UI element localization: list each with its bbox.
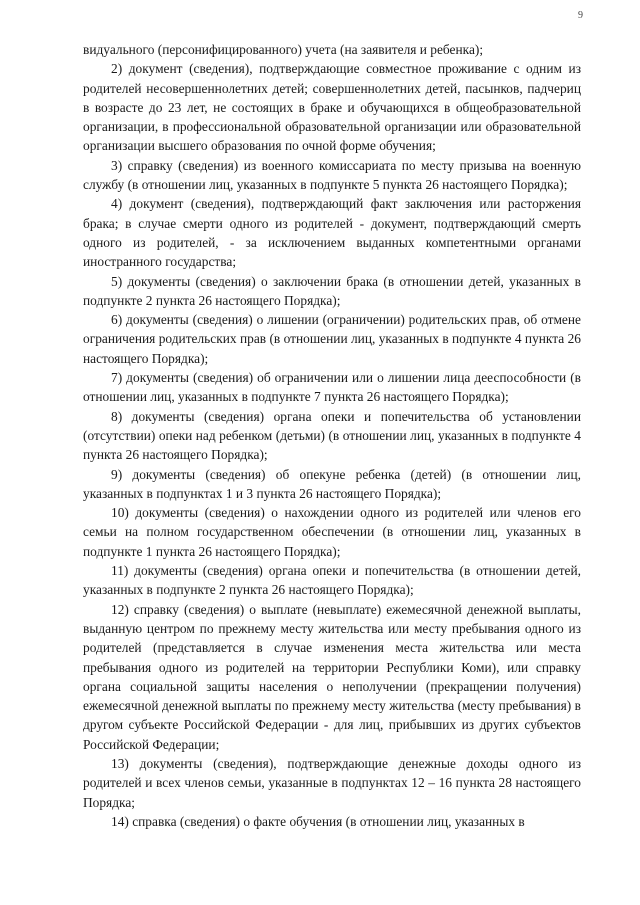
paragraph-item-4: 4) документ (сведения), подтверждающий факт заключения или расторжения брака; в случае смерти одного из родителей - документ, подтверждающий смерть одного из родителей, - за исключением выданных компетентными органами иностранного государства;	[83, 196, 581, 270]
paragraph-item-7: 7) документы (сведения) об ограничении или о лишении лица дееспособности (в отношении лиц, указанных в подпункте 7 пункта 26 настоящего Порядка);	[83, 370, 581, 405]
paragraph-item-2: 2) документ (сведения), подтверждающие совместное проживание с одним из родителей несовершеннолетних детей; совершеннолетних детей, пасынков, падчериц в возрасте до 23 лет, не состоящих в браке и обучающихся в общеобразовательной организации, в профессиональной образовательной организации или образовательной организации высшего образования по очной форме обучения;	[83, 61, 581, 154]
paragraph-item-5: 5) документы (сведения) о заключении брака (в отношении детей, указанных в подпункте 2 пункта 26 настоящего Порядка);	[83, 273, 581, 308]
paragraph-item-13: 13) документы (сведения), подтверждающие денежные доходы одного из родителей и всех членов семьи, указанные в подпунктах 12 – 16 пункта 28 настоящего Порядка;	[83, 755, 581, 810]
page-number: 9	[578, 10, 583, 21]
paragraph-item-11: 11) документы (сведения) органа опеки и попечительства (в отношении детей, указанных в подпункте 2 пункта 26 настоящего Порядка);	[83, 563, 581, 598]
paragraph-continuation: видуального (персонифицированного) учета (на заявителя и ребенка);	[83, 42, 484, 57]
paragraph-item-9: 9) документы (сведения) об опекуне ребенка (детей) (в отношении лиц, указанных в подпунктах 1 и 3 пункта 26 настоящего Порядка);	[83, 466, 581, 501]
paragraph-item-8: 8) документы (сведения) органа опеки и попечительства об установлении (отсутствии) опеки над ребенком (детьми) (в отношении лиц, указанных в подпункте 4 пункта 26 настоящего Порядка);	[83, 408, 581, 463]
document-body	[83, 40, 581, 831]
paragraph-item-12: 12) справку (сведения) о выплате (невыплате) ежемесячной денежной выплаты, выданную центром по прежнему месту жительства или месту пребывания одного из родителей (представляется в случае изменения места жительства или места пребывания одного из родителей на территории Республики Коми), или справку органа социальной защиты населения о неполучении (прекращении получения) ежемесячной денежной выплаты по прежнему месту жительства (месту пребывания) в другом субъекте Российской Федерации - для лиц, прибывших из других субъектов Российской Федерации;	[83, 601, 581, 752]
paragraph-item-3: 3) справку (сведения) из военного комиссариата по месту призыва на военную службу (в отношении лиц, указанных в подпункте 5 пункта 26 настоящего Порядка);	[83, 157, 581, 193]
paragraph-item-10: 10) документы (сведения) о нахождении одного из родителей или членов его семьи на полном государственном обеспечении (в отношении лиц, указанных в подпункте 1 пункта 26 настоящего Порядка);	[83, 505, 581, 559]
paragraph-item-14: 14) справка (сведения) о факте обучения (в отношении лиц, указанных в	[111, 813, 525, 829]
paragraph-item-6: 6) документы (сведения) о лишении (ограничении) родительских прав, об отмене ограничения родительских прав (в отношении лиц, указанных в подпункте 4 пункта 26 настоящего Порядка);	[83, 312, 581, 366]
